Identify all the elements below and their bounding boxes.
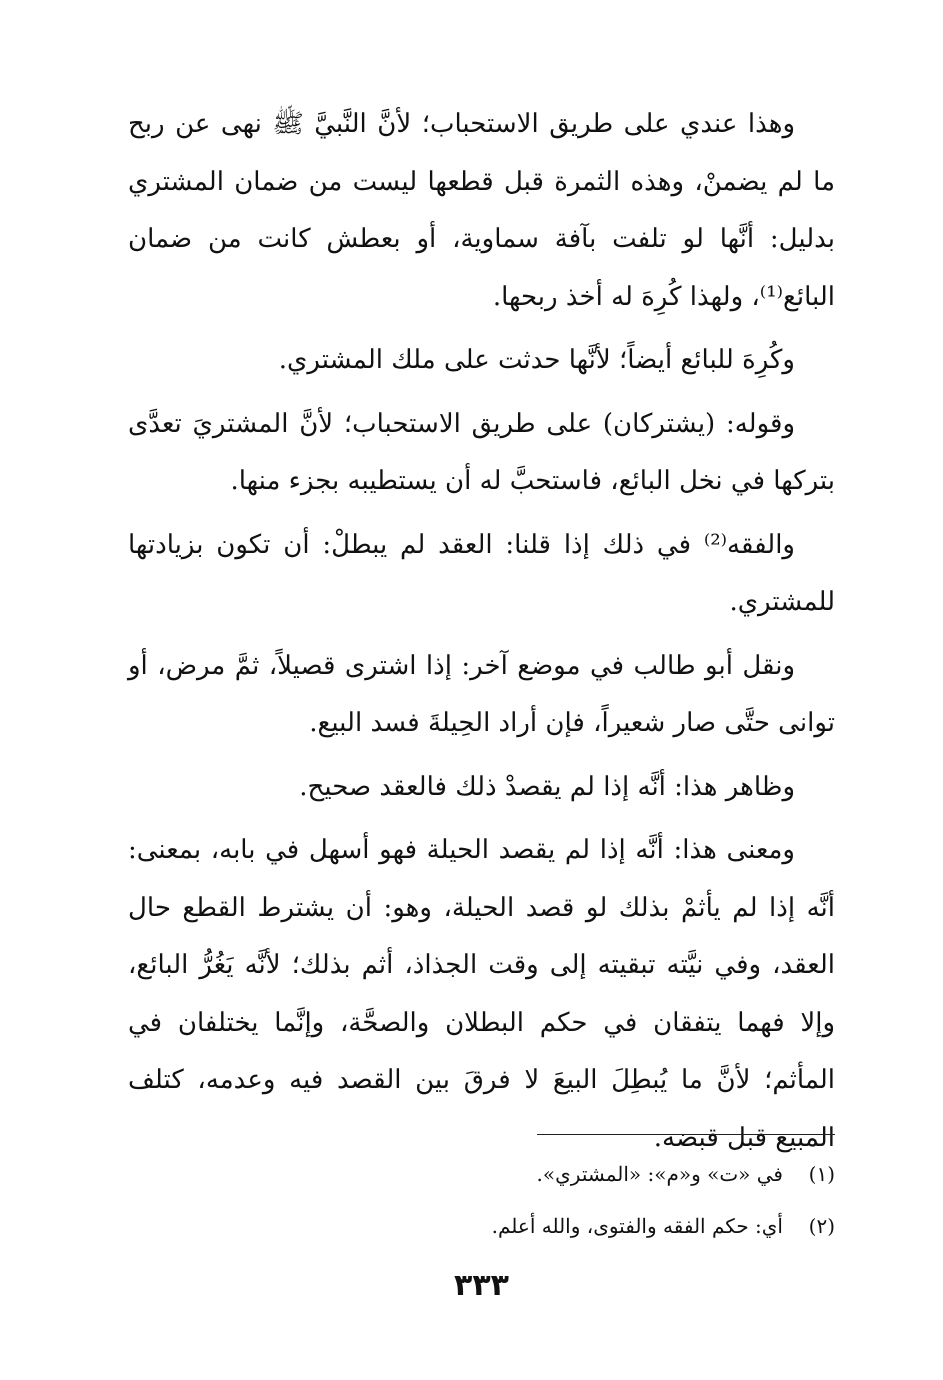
footnotes — [128, 1148, 835, 1252]
paragraph-2: وكُرِهَ للبائع أيضاً؛ لأنَّها حدثت على ملك المشتري. — [278, 345, 795, 375]
page-number: ٣٣٣ — [454, 1268, 509, 1303]
paragraph-6: وظاهر هذا: أنَّه إذا لم يقصدْ ذلك فالعقد صحيح. — [299, 771, 795, 802]
paragraph-7: ومعنى هذا: أنَّه إذا لم يقصد الحيلة فهو أسهل في بابه، بمعنى: أنَّه إذا لم يأثمْ بذلك لو قصد الحيلة، وهو: أن يشترط القطع حال العقد، وفي نيَّته تبقيته إلى وقت الجذاذ، أثم بذلك؛ لأنَّه يَغُرُّ البائع، وإلا فهما يتفقان في حكم البطلان والصحَّة، وإنَّما يختلفان في المأثم؛ لأنَّ ما يُبطِلَ البيعَ لا فرقَ بين القصد فيه وعدمه، كتلف المبيع قبل قبضه. — [128, 835, 835, 1153]
main-text — [128, 96, 835, 1167]
footnote-text: أي: حكم الفقه والفتوى، والله أعلم. — [491, 1214, 783, 1238]
footnote-2 — [128, 1200, 835, 1252]
paragraph-5: ونقل أبو طالب في موضع آخر: إذا اشترى قصيلاً، ثمَّ مرض، أو توانى حتَّى صار شعيراً، فإن أراد الحِيلةَ فسد البيع. — [128, 650, 835, 738]
footnote-text: في «ت» و«م»: «المشتري». — [536, 1162, 783, 1186]
footnote-number: (١) — [808, 1162, 835, 1186]
footnote-number: (٢) — [808, 1214, 835, 1238]
paragraph-3: وقوله: (يشتركان) على طريق الاستحباب؛ لأنَّ المشتريَ تعدَّى بتركها في نخل البائع، فاستحبَّ له أن يستطيبه بجزء منها. — [128, 408, 835, 496]
book-page — [128, 96, 835, 1380]
paragraph-4: والفقه⁽²⁾ في ذلك إذا قلنا: العقد لم يبطلْ: أن تكون بزيادتها للمشتري. — [128, 529, 835, 617]
footnote-1 — [128, 1148, 835, 1200]
paragraph-1: وهذا عندي على طريق الاستحباب؛ لأنَّ النَّبيَّ ﷺ نهى عن ربح ما لم يضمنْ، وهذه الثمرة قبل قطعها ليست من ضمان المشتري بدليل: أنَّها لو تلفت بآفة سماوية، أو بعطش كانت من ضمان البائع⁽¹⁾، ولهذا كُرِهَ له أخذ ربحها. — [128, 109, 835, 312]
footnote-divider — [537, 1134, 835, 1135]
